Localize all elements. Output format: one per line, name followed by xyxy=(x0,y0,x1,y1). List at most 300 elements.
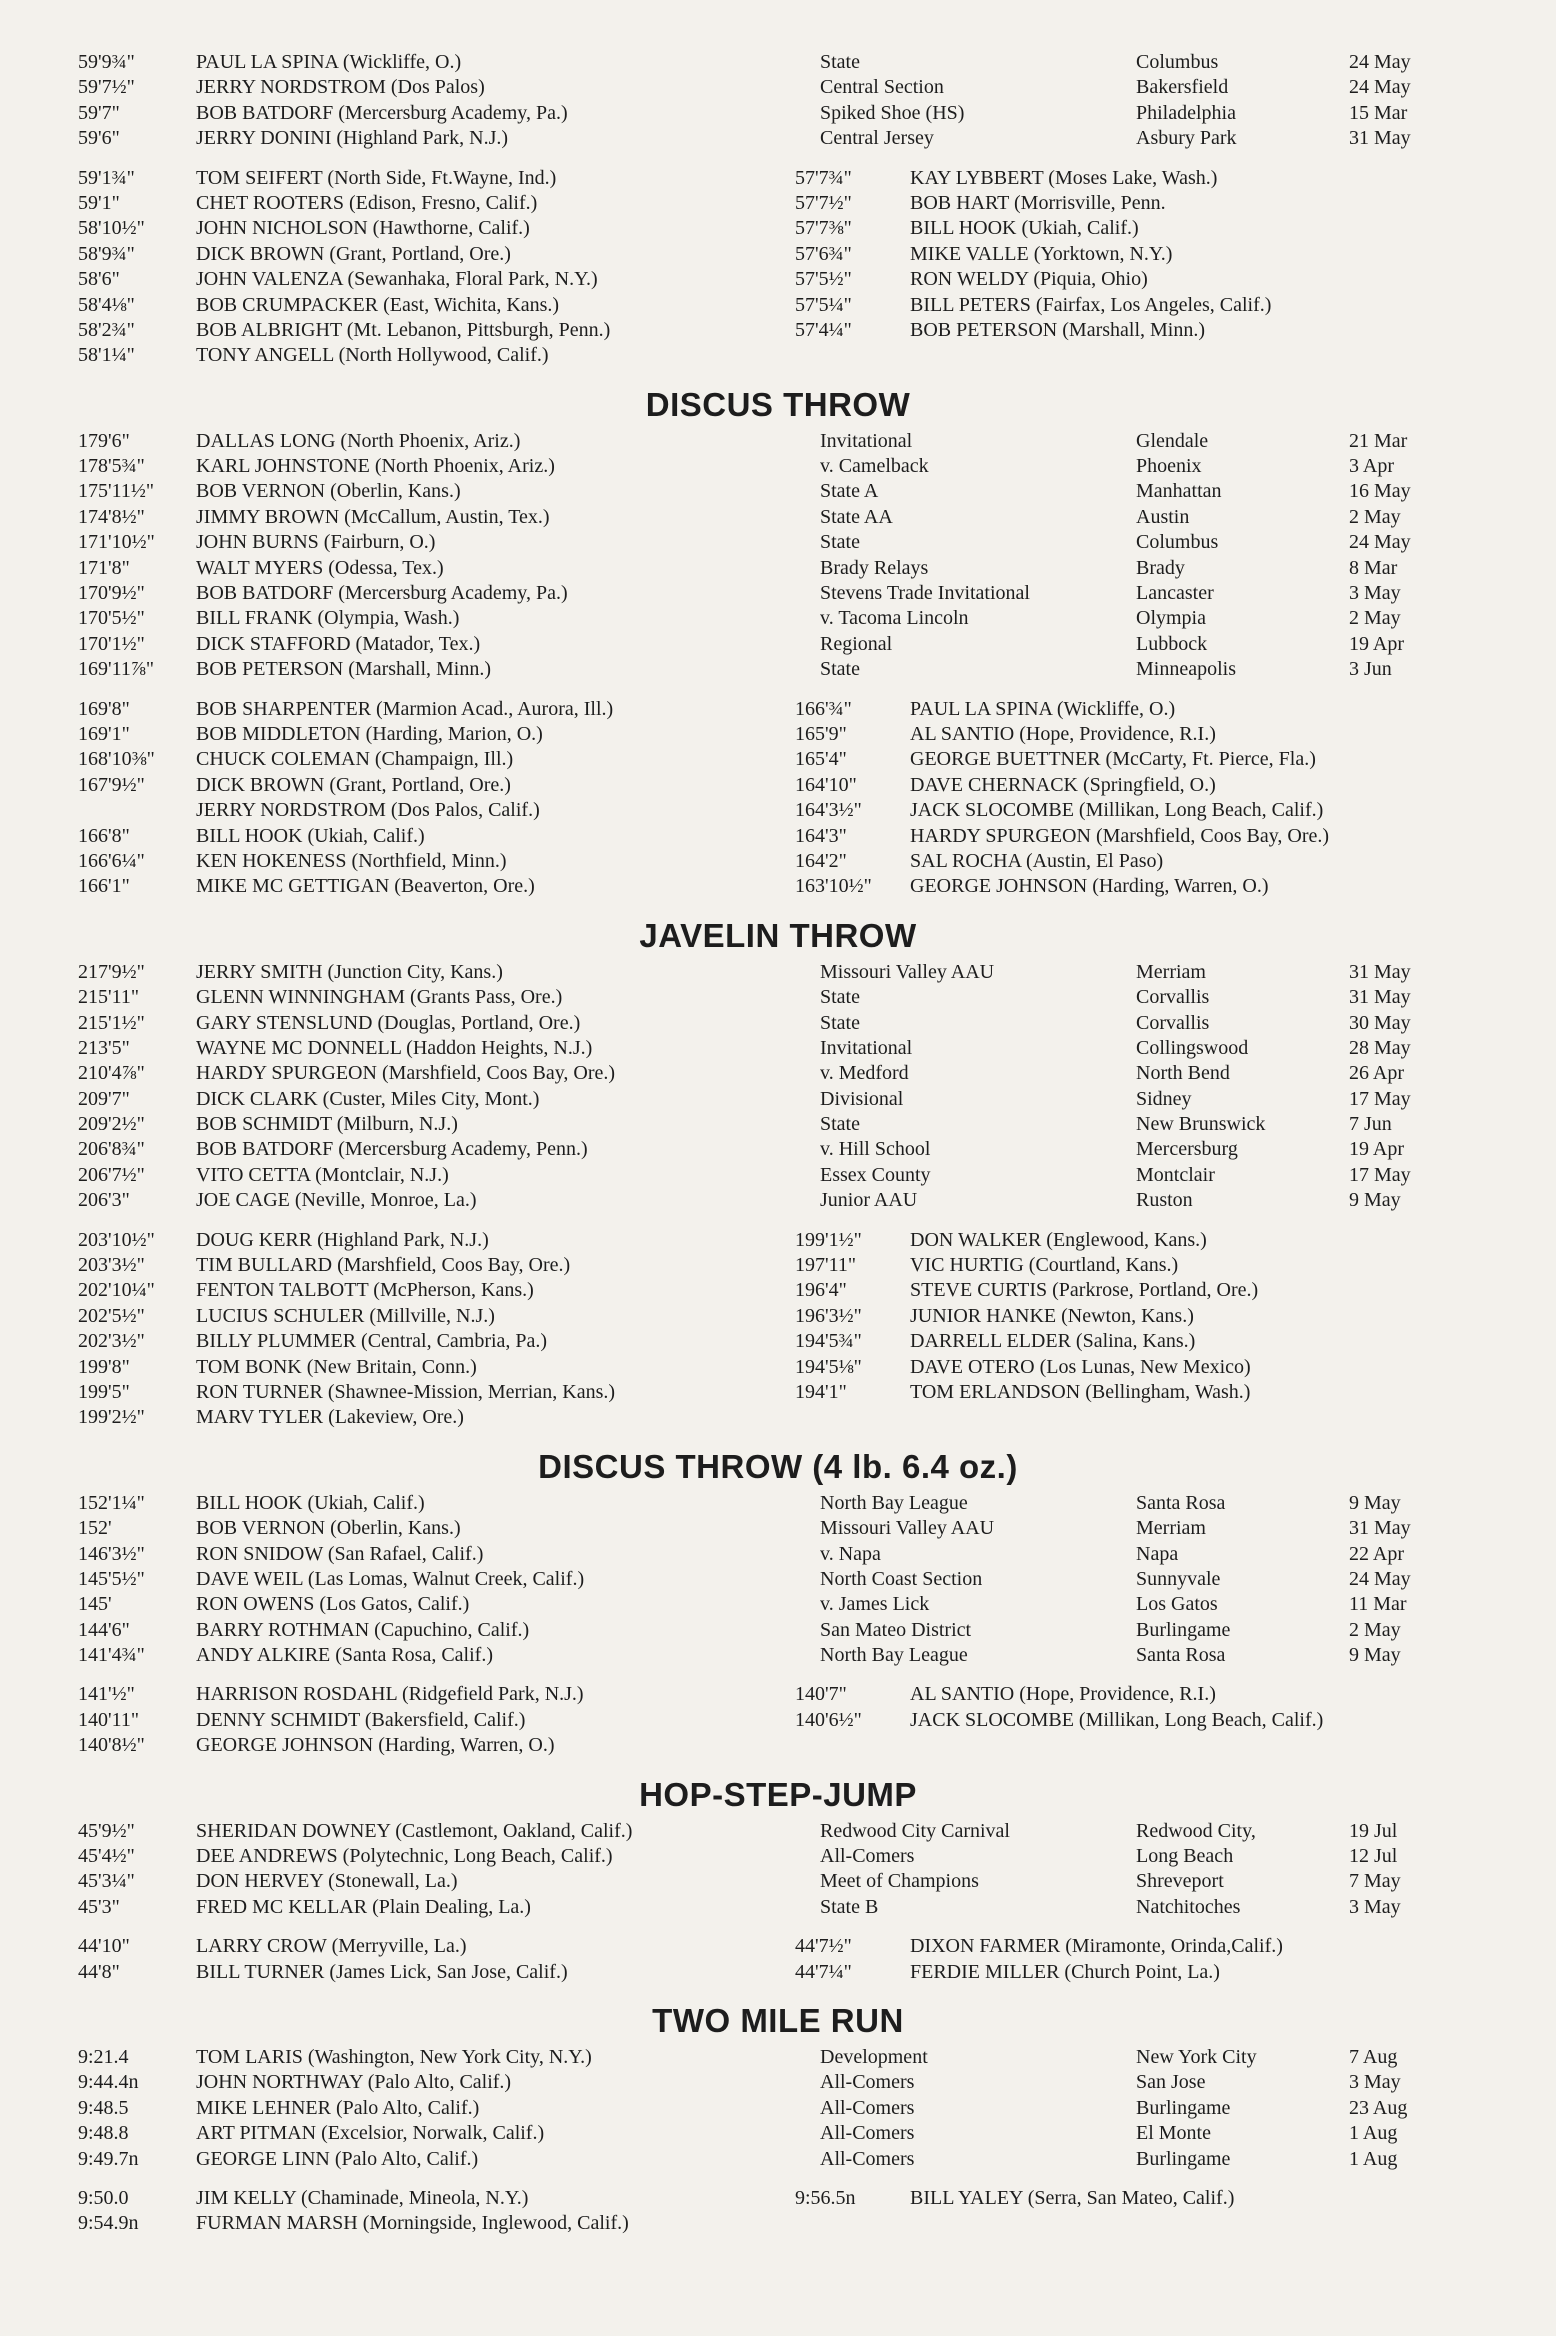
mark-cell: 217'9½" xyxy=(78,960,145,983)
athlete-cell: BARRY ROTHMAN (Capuchino, Calif.) xyxy=(196,1618,530,1641)
athlete-cell: DOUG KERR (Highland Park, N.J.) xyxy=(196,1228,489,1251)
result-row xyxy=(0,1278,1556,1303)
athlete-cell: GEORGE LINN (Palo Alto, Calif.) xyxy=(196,2147,479,2170)
athlete-cell: WAYNE MC DONNELL (Haddon Heights, N.J.) xyxy=(196,1036,593,1059)
mark-cell: 58'10½" xyxy=(78,217,145,240)
result-row xyxy=(0,1011,1556,1036)
mark-cell: 164'2" xyxy=(795,849,847,872)
mark-cell: 169'1" xyxy=(78,722,130,745)
mark-cell: 59'1¾" xyxy=(78,166,135,189)
mark-cell: 57'7½" xyxy=(795,191,852,214)
result-row xyxy=(0,1567,1556,1592)
meet-cell: State xyxy=(820,51,860,73)
result-row xyxy=(0,505,1556,530)
city-cell: San Jose xyxy=(1136,2071,1206,2094)
result-row xyxy=(0,530,1556,555)
athlete-cell: JERRY NORDSTROM (Dos Palos) xyxy=(196,76,485,99)
meet-cell: Missouri Valley AAU xyxy=(820,960,995,983)
athlete-cell: RON WELDY (Piquia, Ohio) xyxy=(910,268,1148,291)
mark-cell: 171'10½" xyxy=(78,531,155,554)
meet-cell: Meet of Champions xyxy=(820,1870,979,1893)
athlete-cell: GLENN WINNINGHAM (Grants Pass, Ore.) xyxy=(196,986,563,1009)
result-row xyxy=(0,1618,1556,1643)
mark-cell: 141'½" xyxy=(78,1683,135,1706)
athlete-cell: JERRY SMITH (Junction City, Kans.) xyxy=(196,960,503,983)
city-cell: Napa xyxy=(1136,1542,1179,1565)
athlete-cell: BOB ALBRIGHT (Mt. Lebanon, Pittsburgh, Penn.) xyxy=(196,318,611,341)
city-cell: Shreveport xyxy=(1136,1870,1224,1893)
mark-cell: 9:50.0 xyxy=(78,2186,129,2209)
date-cell: 24 May xyxy=(1349,76,1411,99)
result-row xyxy=(0,343,1556,368)
meet-cell: Central Section xyxy=(820,76,944,99)
meet-cell: Divisional xyxy=(820,1087,904,1110)
result-row xyxy=(0,1592,1556,1617)
result-row xyxy=(0,657,1556,682)
mark-cell: 58'6" xyxy=(78,268,120,291)
result-row xyxy=(0,126,1556,151)
city-cell: New Brunswick xyxy=(1136,1113,1266,1136)
mark-cell: 202'10¼" xyxy=(78,1279,155,1302)
mark-cell: 9:48.8 xyxy=(78,2122,129,2145)
event-section xyxy=(0,1445,1556,1759)
date-cell: 9 May xyxy=(1349,1189,1401,1212)
result-row xyxy=(0,632,1556,657)
result-row xyxy=(0,1228,1556,1253)
meet-cell: All-Comers xyxy=(820,1845,915,1868)
result-row xyxy=(0,1188,1556,1213)
mark-cell: 59'7½" xyxy=(78,76,135,99)
city-cell: Glendale xyxy=(1136,429,1209,452)
mark-cell: 169'8" xyxy=(78,697,130,720)
top-marks-block xyxy=(0,1491,1556,1669)
athlete-cell: GARY STENSLUND (Douglas, Portland, Ore.) xyxy=(196,1011,581,1034)
city-cell: El Monte xyxy=(1136,2122,1211,2145)
result-row xyxy=(0,1491,1556,1516)
mark-cell: 59'9¾" xyxy=(78,51,135,73)
athlete-cell: AL SANTIO (Hope, Providence, R.I.) xyxy=(910,722,1216,745)
athlete-cell: DICK STAFFORD (Matador, Tex.) xyxy=(196,632,481,655)
mark-cell: 140'11" xyxy=(78,1708,140,1731)
mark-cell: 59'6" xyxy=(78,127,120,150)
meet-cell: Invitational xyxy=(820,1036,913,1059)
athlete-cell: BILL YALEY (Serra, San Mateo, Calif.) xyxy=(910,2186,1235,2209)
result-row xyxy=(0,50,1556,75)
athlete-cell: BOB CRUMPACKER (East, Wichita, Kans.) xyxy=(196,293,560,316)
athlete-cell: JIM KELLY (Chaminade, Mineola, N.Y.) xyxy=(196,2186,529,2209)
meet-cell: v. Hill School xyxy=(820,1138,931,1161)
city-cell: Merriam xyxy=(1136,960,1206,983)
result-row xyxy=(0,479,1556,504)
additional-marks-block xyxy=(0,1934,1556,1985)
date-cell: 19 Jul xyxy=(1349,1819,1398,1842)
athlete-cell: BOB SHARPENTER (Marmion Acad., Aurora, Ill.) xyxy=(196,697,614,720)
date-cell: 12 Jul xyxy=(1349,1845,1398,1868)
athlete-cell: RON OWENS (Los Gatos, Calif.) xyxy=(196,1593,470,1616)
athlete-cell: DAVE CHERNACK (Springfield, O.) xyxy=(910,773,1216,796)
result-row xyxy=(0,1380,1556,1405)
result-row xyxy=(0,722,1556,747)
date-cell: 1 Aug xyxy=(1349,2122,1398,2145)
athlete-cell: BILL PETERS (Fairfax, Los Angeles, Calif.) xyxy=(910,293,1272,316)
mark-cell: 196'4" xyxy=(795,1279,847,1302)
date-cell: 21 Mar xyxy=(1349,429,1408,452)
city-cell: New York City xyxy=(1136,2046,1257,2068)
mark-cell: 165'4" xyxy=(795,748,847,771)
athlete-cell: MIKE MC GETTIGAN (Beaverton, Ore.) xyxy=(196,875,535,898)
athlete-cell: LUCIUS SCHULER (Millville, N.J.) xyxy=(196,1304,495,1327)
date-cell: 31 May xyxy=(1349,960,1411,983)
athlete-cell: BILLY PLUMMER (Central, Cambria, Pa.) xyxy=(196,1330,548,1353)
athlete-cell: BOB BATDORF (Mercersburg Academy, Penn.) xyxy=(196,1138,588,1161)
date-cell: 28 May xyxy=(1349,1036,1411,1059)
additional-marks-block xyxy=(0,697,1556,900)
result-row xyxy=(0,2096,1556,2121)
meet-cell: v. Napa xyxy=(820,1542,881,1565)
athlete-cell: BILL TURNER (James Lick, San Jose, Calif.) xyxy=(196,1960,568,1983)
result-row xyxy=(0,1542,1556,1567)
city-cell: Burlingame xyxy=(1136,2147,1231,2170)
date-cell: 8 Mar xyxy=(1349,556,1398,579)
top-marks-block xyxy=(0,429,1556,683)
date-cell: 9 May xyxy=(1349,1491,1401,1514)
mark-cell: 9:44.4n xyxy=(78,2071,139,2094)
athlete-cell: FRED MC KELLAR (Plain Dealing, La.) xyxy=(196,1895,531,1918)
athlete-cell: JOHN NORTHWAY (Palo Alto, Calif.) xyxy=(196,2071,512,2094)
athlete-cell: DICK BROWN (Grant, Portland, Ore.) xyxy=(196,773,511,796)
athlete-cell: SHERIDAN DOWNEY (Castlemont, Oakland, Calif.) xyxy=(196,1819,633,1842)
athlete-cell: VIC HURTIG (Courtland, Kans.) xyxy=(910,1254,1179,1277)
mark-cell: 215'1½" xyxy=(78,1011,145,1034)
date-cell: 16 May xyxy=(1349,480,1411,503)
result-row xyxy=(0,697,1556,722)
result-row xyxy=(0,216,1556,241)
athlete-cell: JIMMY BROWN (McCallum, Austin, Tex.) xyxy=(196,505,550,528)
athlete-cell: MIKE LEHNER (Palo Alto, Calif.) xyxy=(196,2096,480,2119)
athlete-cell: TOM BONK (New Britain, Conn.) xyxy=(196,1355,477,1378)
athlete-cell: TIM BULLARD (Marshfield, Coos Bay, Ore.) xyxy=(196,1254,571,1277)
event-section xyxy=(0,914,1556,1431)
top-marks-block xyxy=(0,960,1556,1214)
result-row xyxy=(0,1355,1556,1380)
result-row xyxy=(0,1682,1556,1707)
result-row xyxy=(0,2211,1556,2236)
mark-cell: 206'8¾" xyxy=(78,1138,145,1161)
city-cell: Lancaster xyxy=(1136,582,1214,605)
mark-cell: 169'11⅞" xyxy=(78,658,155,681)
result-row xyxy=(0,267,1556,292)
mark-cell: 58'2¾" xyxy=(78,318,135,341)
date-cell: 24 May xyxy=(1349,531,1411,554)
mark-cell: 203'3½" xyxy=(78,1254,145,1277)
mark-cell: 44'10" xyxy=(78,1935,130,1958)
additional-marks-block xyxy=(0,166,1556,369)
mark-cell: 170'1½" xyxy=(78,632,145,655)
mark-cell: 197'11" xyxy=(795,1254,857,1277)
date-cell: 17 May xyxy=(1349,1163,1411,1186)
mark-cell: 170'9½" xyxy=(78,582,145,605)
city-cell: Brady xyxy=(1136,556,1185,579)
athlete-cell: TOM ERLANDSON (Bellingham, Wash.) xyxy=(910,1380,1251,1403)
mark-cell: 163'10½" xyxy=(795,875,872,898)
result-row xyxy=(0,1163,1556,1188)
city-cell: Minneapolis xyxy=(1136,658,1236,681)
mark-cell: 57'6¾" xyxy=(795,242,852,265)
mark-cell: 210'4⅞" xyxy=(78,1062,145,1085)
city-cell: Columbus xyxy=(1136,51,1219,73)
date-cell: 15 Mar xyxy=(1349,101,1408,124)
meet-cell: State A xyxy=(820,480,879,503)
mark-cell: 168'10⅜" xyxy=(78,748,155,771)
date-cell: 26 Apr xyxy=(1349,1062,1404,1085)
athlete-cell: PAUL LA SPINA (Wickliffe, O.) xyxy=(910,697,1176,720)
mark-cell: 58'4⅛" xyxy=(78,293,135,316)
top-marks-block xyxy=(0,1819,1556,1921)
athlete-cell: BILL HOOK (Ukiah, Calif.) xyxy=(910,217,1139,240)
date-cell: 23 Aug xyxy=(1349,2096,1408,2119)
result-row xyxy=(0,1819,1556,1844)
meet-cell: Development xyxy=(820,2046,928,2068)
athlete-cell: TONY ANGELL (North Hollywood, Calif.) xyxy=(196,344,549,367)
mark-cell: 44'7½" xyxy=(795,1935,852,1958)
mark-cell: 164'3" xyxy=(795,824,847,847)
meet-cell: v. Medford xyxy=(820,1062,909,1085)
athlete-cell: MIKE VALLE (Yorktown, N.Y.) xyxy=(910,242,1173,265)
athlete-cell: JOHN NICHOLSON (Hawthorne, Calif.) xyxy=(196,217,530,240)
date-cell: 3 May xyxy=(1349,2071,1401,2094)
athlete-cell: BOB PETERSON (Marshall, Minn.) xyxy=(196,658,491,681)
meet-cell: State AA xyxy=(820,505,893,528)
meet-cell: Invitational xyxy=(820,429,913,452)
mark-cell: 166'6¼" xyxy=(78,849,145,872)
mark-cell: 206'7½" xyxy=(78,1163,145,1186)
meet-cell: Brady Relays xyxy=(820,556,929,579)
athlete-cell: JACK SLOCOMBE (Millikan, Long Beach, Calif.) xyxy=(910,799,1324,822)
mark-cell: 202'3½" xyxy=(78,1330,145,1353)
result-row xyxy=(0,985,1556,1010)
mark-cell: 199'5" xyxy=(78,1380,130,1403)
athlete-cell: DICK BROWN (Grant, Portland, Ore.) xyxy=(196,242,511,265)
date-cell: 19 Apr xyxy=(1349,1138,1404,1161)
mark-cell: 57'7⅜" xyxy=(795,217,852,240)
top-marks-block xyxy=(0,2045,1556,2172)
city-cell: Burlingame xyxy=(1136,1618,1231,1641)
mark-cell: 194'5⅛" xyxy=(795,1355,862,1378)
athlete-cell: JOE CAGE (Neville, Monroe, La.) xyxy=(196,1189,477,1212)
athlete-cell: DON WALKER (Englewood, Kans.) xyxy=(910,1228,1207,1251)
athlete-cell: SAL ROCHA (Austin, El Paso) xyxy=(910,849,1164,872)
results-page xyxy=(0,50,1556,2251)
result-row xyxy=(0,824,1556,849)
result-row xyxy=(0,1253,1556,1278)
mark-cell: 171'8" xyxy=(78,556,130,579)
city-cell: Manhattan xyxy=(1136,480,1222,503)
result-row xyxy=(0,798,1556,823)
city-cell: Ruston xyxy=(1136,1189,1193,1212)
mark-cell: 45'3" xyxy=(78,1895,120,1918)
city-cell: Corvallis xyxy=(1136,1011,1210,1034)
date-cell: 3 May xyxy=(1349,582,1401,605)
mark-cell: 144'6" xyxy=(78,1618,130,1641)
additional-marks-block xyxy=(0,1682,1556,1758)
date-cell: 9 May xyxy=(1349,1644,1401,1667)
mark-cell: 145' xyxy=(78,1593,112,1616)
city-cell: Long Beach xyxy=(1136,1845,1234,1868)
athlete-cell: DEE ANDREWS (Polytechnic, Long Beach, Calif.) xyxy=(196,1845,613,1868)
mark-cell: 152'1¼" xyxy=(78,1491,145,1514)
athlete-cell: BOB VERNON (Oberlin, Kans.) xyxy=(196,480,461,503)
date-cell: 31 May xyxy=(1349,986,1411,1009)
mark-cell: 45'4½" xyxy=(78,1845,135,1868)
date-cell: 2 May xyxy=(1349,607,1401,630)
athlete-cell: HARRISON ROSDAHL (Ridgefield Park, N.J.) xyxy=(196,1683,584,1706)
athlete-cell: PAUL LA SPINA (Wickliffe, O.) xyxy=(196,51,462,73)
meet-cell: San Mateo District xyxy=(820,1618,972,1641)
athlete-cell: FERDIE MILLER (Church Point, La.) xyxy=(910,1960,1220,1983)
mark-cell: 58'1¼" xyxy=(78,344,135,367)
athlete-cell: BILL HOOK (Ukiah, Calif.) xyxy=(196,1491,425,1514)
meet-cell: North Bay League xyxy=(820,1491,968,1514)
city-cell: Santa Rosa xyxy=(1136,1644,1226,1667)
city-cell: Lubbock xyxy=(1136,632,1208,655)
mark-cell: 57'4¼" xyxy=(795,318,852,341)
mark-cell: 166'8" xyxy=(78,824,130,847)
athlete-cell: JERRY DONINI (Highland Park, N.J.) xyxy=(196,127,509,150)
athlete-cell: BOB BATDORF (Mercersburg Academy, Pa.) xyxy=(196,582,568,605)
top-marks-block xyxy=(0,50,1556,152)
athlete-cell: BOB MIDDLETON (Harding, Marion, O.) xyxy=(196,722,543,745)
result-row xyxy=(0,101,1556,126)
event-heading: HOP-STEP-JUMP xyxy=(639,1775,917,1813)
mark-cell: 57'7¾" xyxy=(795,166,852,189)
result-row xyxy=(0,2186,1556,2211)
athlete-cell: ANDY ALKIRE (Santa Rosa, Calif.) xyxy=(196,1644,493,1667)
result-row xyxy=(0,1329,1556,1354)
mark-cell: 9:48.5 xyxy=(78,2096,129,2119)
meet-cell: State B xyxy=(820,1895,879,1918)
athlete-cell: DIXON FARMER (Miramonte, Orinda,Calif.) xyxy=(910,1935,1283,1958)
mark-cell: 59'1" xyxy=(78,191,120,214)
mark-cell: 140'8½" xyxy=(78,1734,145,1757)
athlete-cell: STEVE CURTIS (Parkrose, Portland, Ore.) xyxy=(910,1279,1259,1302)
result-row xyxy=(0,1087,1556,1112)
city-cell: Montclair xyxy=(1136,1163,1215,1186)
city-cell: Sidney xyxy=(1136,1087,1192,1110)
city-cell: Los Gatos xyxy=(1136,1593,1218,1616)
date-cell: 31 May xyxy=(1349,1517,1411,1540)
date-cell: 7 Jun xyxy=(1349,1113,1392,1136)
athlete-cell: GEORGE BUETTNER (McCarty, Ft. Pierce, Fla.) xyxy=(910,748,1316,771)
additional-marks-block xyxy=(0,2186,1556,2237)
result-row xyxy=(0,1137,1556,1162)
result-row xyxy=(0,1895,1556,1920)
meet-cell: Junior AAU xyxy=(820,1189,918,1212)
meet-cell: Essex County xyxy=(820,1163,931,1186)
city-cell: Philadelphia xyxy=(1136,101,1236,124)
city-cell: Phoenix xyxy=(1136,455,1202,478)
athlete-cell: DAVE OTERO (Los Lunas, New Mexico) xyxy=(910,1355,1251,1378)
mark-cell: 44'7¼" xyxy=(795,1960,852,1983)
athlete-cell: DAVE WEIL (Las Lomas, Walnut Creek, Calif.) xyxy=(196,1567,585,1590)
athlete-cell: BOB SCHMIDT (Milburn, N.J.) xyxy=(196,1113,458,1136)
date-cell: 7 Aug xyxy=(1349,2046,1398,2068)
meet-cell: North Coast Section xyxy=(820,1567,983,1590)
mark-cell: 170'5½" xyxy=(78,607,145,630)
result-row xyxy=(0,2045,1556,2070)
result-row xyxy=(0,1112,1556,1137)
mark-cell: 57'5½" xyxy=(795,268,852,291)
city-cell: Mercersburg xyxy=(1136,1138,1238,1161)
result-row xyxy=(0,454,1556,479)
meet-cell: v. James Lick xyxy=(820,1593,930,1616)
athlete-cell: GEORGE JOHNSON (Harding, Warren, O.) xyxy=(196,1734,555,1757)
date-cell: 2 May xyxy=(1349,505,1401,528)
date-cell: 30 May xyxy=(1349,1011,1411,1034)
result-row xyxy=(0,1061,1556,1086)
result-row xyxy=(0,747,1556,772)
athlete-cell: GEORGE JOHNSON (Harding, Warren, O.) xyxy=(910,875,1269,898)
city-cell: Sunnyvale xyxy=(1136,1567,1221,1590)
meet-cell: All-Comers xyxy=(820,2096,915,2119)
athlete-cell: CHUCK COLEMAN (Champaign, Ill.) xyxy=(196,748,514,771)
athlete-cell: BOB BATDORF (Mercersburg Academy, Pa.) xyxy=(196,101,568,124)
result-row xyxy=(0,1733,1556,1758)
mark-cell: 175'11½" xyxy=(78,480,155,503)
result-row xyxy=(0,75,1556,100)
event-section xyxy=(0,50,1556,369)
result-row xyxy=(0,2147,1556,2172)
athlete-cell: JUNIOR HANKE (Newton, Kans.) xyxy=(910,1304,1194,1327)
athlete-cell: DON HERVEY (Stonewall, La.) xyxy=(196,1870,458,1893)
date-cell: 24 May xyxy=(1349,1567,1411,1590)
mark-cell: 152' xyxy=(78,1517,112,1540)
mark-cell: 199'8" xyxy=(78,1355,130,1378)
mark-cell: 146'3½" xyxy=(78,1542,145,1565)
athlete-cell: FENTON TALBOTT (McPherson, Kans.) xyxy=(196,1279,534,1302)
date-cell: 2 May xyxy=(1349,1618,1401,1641)
result-row xyxy=(0,1934,1556,1959)
mark-cell: 145'5½" xyxy=(78,1567,145,1590)
mark-cell: 141'4¾" xyxy=(78,1644,145,1667)
athlete-cell: BOB VERNON (Oberlin, Kans.) xyxy=(196,1517,461,1540)
athlete-cell: DARRELL ELDER (Salina, Kans.) xyxy=(910,1330,1196,1353)
result-row xyxy=(0,1708,1556,1733)
athlete-cell: RON TURNER (Shawnee-Mission, Merrian, Kans.) xyxy=(196,1380,616,1403)
city-cell: Redwood City, xyxy=(1136,1819,1256,1842)
meet-cell: Central Jersey xyxy=(820,127,934,150)
mark-cell: 45'3¼" xyxy=(78,1870,135,1893)
athlete-cell: JACK SLOCOMBE (Millikan, Long Beach, Calif.) xyxy=(910,1708,1324,1731)
athlete-cell: DALLAS LONG (North Phoenix, Ariz.) xyxy=(196,429,521,452)
meet-cell: State xyxy=(820,531,860,554)
mark-cell: 194'5¾" xyxy=(795,1330,862,1353)
meet-cell: Stevens Trade Invitational xyxy=(820,582,1030,605)
date-cell: 31 May xyxy=(1349,127,1411,150)
result-row xyxy=(0,874,1556,899)
result-row xyxy=(0,166,1556,191)
athlete-cell: BILL FRANK (Olympia, Wash.) xyxy=(196,607,460,630)
date-cell: 3 Apr xyxy=(1349,455,1394,478)
mark-cell: 9:21.4 xyxy=(78,2046,129,2068)
athlete-cell: RON SNIDOW (San Rafael, Calif.) xyxy=(196,1542,484,1565)
mark-cell: 45'9½" xyxy=(78,1819,135,1842)
event-heading: JAVELIN THROW xyxy=(639,916,917,954)
athlete-cell: TOM SEIFERT (North Side, Ft.Wayne, Ind.) xyxy=(196,166,557,189)
city-cell: Olympia xyxy=(1136,607,1206,630)
result-row xyxy=(0,2121,1556,2146)
date-cell: 1 Aug xyxy=(1349,2147,1398,2170)
mark-cell: 202'5½" xyxy=(78,1304,145,1327)
